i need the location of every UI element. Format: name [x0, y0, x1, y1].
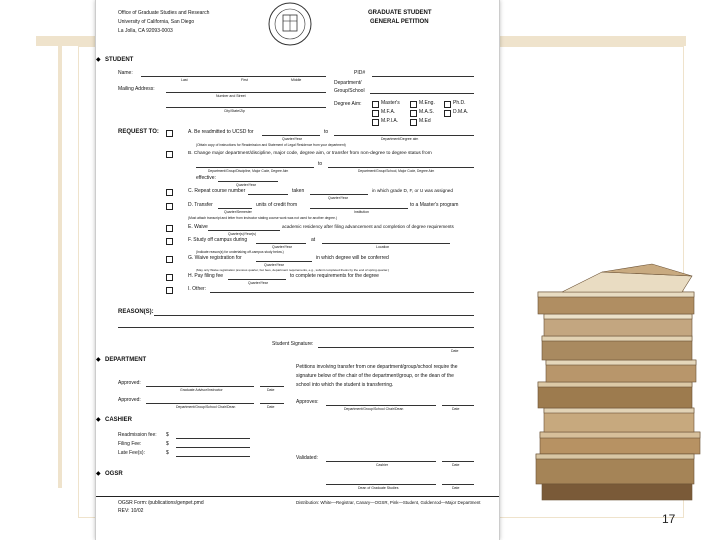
- office-line-2: University of California, San Diego: [118, 19, 195, 25]
- checkbox-mpia[interactable]: [372, 119, 379, 126]
- field-f-location[interactable]: [322, 243, 450, 244]
- degree-masters: Master's: [381, 100, 400, 106]
- checkbox-item-c[interactable]: [166, 189, 173, 196]
- item-e: E. Waive: [188, 224, 208, 230]
- field-e-quarters[interactable]: [208, 230, 280, 231]
- item-b-to: to: [318, 161, 323, 167]
- field-pid[interactable]: [372, 76, 474, 77]
- slide-number: 17: [662, 512, 676, 526]
- degree-dma: D.M.A.: [453, 109, 469, 115]
- section-bullet-icon: ◆: [96, 57, 101, 63]
- office-line-3: La Jolla, CA 92093-0003: [118, 28, 173, 34]
- dollar-2: $: [166, 441, 169, 447]
- checkbox-mas[interactable]: [410, 110, 417, 117]
- item-i: I. Other:: [188, 286, 207, 292]
- reason-label: REASON(S):: [118, 309, 154, 315]
- form-title-2: GENERAL PETITION: [370, 19, 429, 25]
- sub-approves-date: Date: [452, 407, 460, 411]
- field-reason-1[interactable]: [154, 315, 474, 316]
- item-d: D. Transfer: [188, 202, 213, 208]
- field-approved-1-date[interactable]: [260, 386, 284, 387]
- label-pid: PID#: [354, 70, 366, 76]
- section-bullet-icon: ◆: [96, 417, 101, 423]
- footer-rev: REV: 10/02: [118, 508, 144, 514]
- footer-form: OGSR Form:: [118, 500, 148, 506]
- checkbox-meng[interactable]: [410, 101, 417, 108]
- item-f: F. Study off campus during: [188, 237, 248, 243]
- sub-city: City/State/Zip: [224, 109, 246, 113]
- field-name[interactable]: [141, 76, 326, 77]
- item-a-to: to: [324, 129, 329, 135]
- checkbox-item-f[interactable]: [166, 238, 173, 245]
- sub-g: Quarter/Year: [264, 263, 284, 267]
- note-d: (Must attach transcript and letter from instructor stating course work was not used for another degree.): [188, 216, 337, 220]
- label-validated: Validated:: [296, 455, 318, 461]
- sub-f-1: Quarter/Year: [272, 245, 292, 249]
- field-c-course[interactable]: [248, 194, 288, 195]
- item-c: C. Repeat course number: [188, 188, 246, 194]
- sub-approved-2: Department/Group/School Chair/Dean: [176, 405, 236, 409]
- degree-meng: M.Eng.: [419, 100, 435, 106]
- sub-b-1: Department/Group/Discipline, Major Code, Degree Aim: [208, 169, 289, 173]
- item-b-effective: effective:: [196, 175, 216, 181]
- label-late: Late Fee(s):: [118, 450, 145, 456]
- degree-mas: M.A.S.: [419, 109, 435, 115]
- section-bullet-icon: ◆: [96, 471, 101, 477]
- field-a-quarter[interactable]: [262, 135, 320, 136]
- dollar-1: $: [166, 432, 169, 438]
- note-a: (Obtain copy of instructions for Readmission and Statement of Legal Residence from your department): [196, 143, 346, 147]
- dept-note-2: signature below of the chair of the department/group, or the dean of the: [296, 373, 454, 379]
- field-reason-2[interactable]: [118, 327, 474, 328]
- sub-a-2: Department/Degree aim: [381, 137, 419, 141]
- sub-sig-date: Date: [451, 349, 459, 353]
- checkbox-phd[interactable]: [444, 101, 451, 108]
- footer-rule: [96, 496, 499, 497]
- dept-note-1: Petitions involving transfer from one department/group/school require the: [296, 364, 458, 370]
- sub-e: Quarter(s)/Year(s): [228, 232, 257, 236]
- sub-validated-date: Date: [452, 463, 460, 467]
- checkbox-item-i[interactable]: [166, 287, 173, 294]
- item-h-tail: to complete requirements for the degree: [290, 273, 379, 279]
- field-filing-fee[interactable]: [176, 447, 250, 448]
- sub-ogsr-dean: Dean of Graduate Studies: [358, 486, 399, 490]
- degree-med: M.Ed: [419, 118, 431, 124]
- field-i-other[interactable]: [210, 292, 474, 293]
- section-department: DEPARTMENT: [105, 357, 147, 363]
- request-to-label: REQUEST TO:: [118, 129, 159, 135]
- sub-b-eff: Quarter/Year: [236, 183, 256, 187]
- checkbox-med[interactable]: [410, 119, 417, 126]
- dollar-3: $: [166, 450, 169, 456]
- section-cashier: CASHIER: [105, 417, 133, 423]
- field-d-units[interactable]: [218, 208, 252, 209]
- sub-approved-1-date: Date: [267, 388, 275, 392]
- degree-mfa: M.F.A.: [381, 109, 396, 115]
- label-dept-2: Group/School: [334, 88, 365, 94]
- label-degree-aim: Degree Aim:: [334, 101, 362, 107]
- field-h-quarter[interactable]: [228, 279, 286, 280]
- item-h: H. Pay filing fee: [188, 273, 224, 279]
- checkbox-item-g[interactable]: [166, 256, 173, 263]
- label-mailing: Mailing Address:: [118, 86, 155, 92]
- field-mailing[interactable]: [166, 92, 326, 93]
- field-a-dept[interactable]: [334, 135, 474, 136]
- graduate-petition-form: [95, 0, 500, 540]
- field-g-quarter[interactable]: [256, 261, 312, 262]
- field-validated[interactable]: [326, 461, 436, 462]
- sub-approved-1: Graduate Advisor/Instructor: [180, 388, 223, 392]
- field-readmission-fee[interactable]: [176, 438, 250, 439]
- label-filing: Filing Fee:: [118, 441, 142, 447]
- book-stack-image: [532, 262, 702, 502]
- field-approves-date[interactable]: [442, 405, 474, 406]
- checkbox-item-d[interactable]: [166, 203, 173, 210]
- checkbox-item-e[interactable]: [166, 225, 173, 232]
- item-b: B. Change major department/discipline, major code, degree aim, or transfer from non-degree to degree status from: [188, 151, 432, 156]
- item-f-at: at: [311, 237, 316, 243]
- item-g: G. Waive registration for: [188, 255, 242, 261]
- sub-middle: Middle: [291, 78, 302, 82]
- sub-ogsr-date: Date: [452, 486, 460, 490]
- sub-d-1: Quarter/Semester: [224, 210, 252, 214]
- section-bullet-icon: ◆: [96, 357, 101, 363]
- sub-f-2: Location: [376, 245, 390, 249]
- field-b-to[interactable]: [328, 167, 474, 168]
- degree-phd: Ph.D.: [453, 100, 466, 106]
- sub-a-1: Quarter/Year: [282, 137, 302, 141]
- signature-label: Student Signature:: [272, 341, 314, 347]
- field-approves[interactable]: [326, 405, 436, 406]
- item-d-units: units of credit from: [256, 202, 298, 208]
- label-readmission: Readmission fee:: [118, 432, 157, 438]
- sub-b-2: Department/Group/School, Major Code, Degree Aim: [358, 169, 435, 173]
- field-b-effective[interactable]: [218, 181, 278, 182]
- sub-cashier: Cashier: [376, 463, 389, 467]
- field-ogsr-dean[interactable]: [326, 484, 436, 485]
- sub-last: Last: [181, 78, 188, 82]
- field-late-fee[interactable]: [176, 456, 250, 457]
- item-c-tail: in which grade D, F, or U was assigned: [372, 188, 454, 193]
- note-f: (Indicate reason(s) for undertaking off-campus study below.): [196, 250, 284, 254]
- form-title-1: GRADUATE STUDENT: [368, 10, 432, 16]
- sub-c: Quarter/Year: [328, 196, 348, 200]
- degree-mpia: M.P.I.A.: [381, 118, 399, 124]
- sub-approved-2-date: Date: [267, 405, 275, 409]
- item-g-tail: in which degree will be conferred: [316, 255, 389, 261]
- label-approves: Approves:: [296, 399, 319, 405]
- label-approved-1: Approved:: [118, 380, 141, 386]
- label-name: Name:: [118, 70, 133, 76]
- dept-note-3: school into which the student is transferring.: [296, 382, 394, 388]
- item-e-tail: academic residency after filing advancement and completion of degree requirements: [282, 224, 454, 229]
- checkbox-item-a[interactable]: [166, 130, 173, 137]
- field-signature[interactable]: [318, 347, 474, 348]
- item-a: A. Be readmitted to UCSD for: [188, 129, 254, 135]
- field-d-institution[interactable]: [310, 208, 408, 209]
- field-approved-2-date[interactable]: [260, 403, 284, 404]
- footer-distribution: Distribution: White—Registrar, Canary—OGSR, Pink—Student, Goldenrod—Major Department: [296, 500, 481, 505]
- accent-line: [58, 46, 62, 488]
- checkbox-dma[interactable]: [444, 110, 451, 117]
- checkbox-item-h[interactable]: [166, 274, 173, 281]
- field-ogsr-date[interactable]: [442, 484, 474, 485]
- sub-first: First: [241, 78, 248, 82]
- field-b-from[interactable]: [196, 167, 314, 168]
- note-g: (May only Waive registration previous quarter, but fees, department requirements, e.g., submit completed thesis by the end of spring quarter.): [196, 268, 390, 272]
- item-c-taken: taken: [292, 188, 305, 194]
- sub-street: Number and Street: [216, 94, 246, 98]
- item-d-tail: to a Master's program: [410, 202, 459, 208]
- label-approved-2: Approved:: [118, 397, 141, 403]
- field-validated-date[interactable]: [442, 461, 474, 462]
- section-ogsr: OGSR: [105, 471, 123, 477]
- field-approved-1[interactable]: [146, 386, 254, 387]
- checkbox-item-b[interactable]: [166, 151, 173, 158]
- office-line-1: Office of Graduate Studies and Research: [118, 10, 210, 16]
- checkbox-mfa[interactable]: [372, 110, 379, 117]
- section-student: STUDENT: [105, 57, 134, 63]
- sub-d-2: Institution: [354, 210, 369, 214]
- university-seal-icon: [266, 2, 314, 48]
- footer-path: /publications/genpet.pmd: [148, 500, 204, 506]
- field-c-quarter[interactable]: [310, 194, 368, 195]
- field-department[interactable]: [370, 93, 474, 94]
- label-dept-1: Department/: [334, 80, 362, 86]
- sub-h: Quarter/Year: [248, 281, 268, 285]
- field-approved-2[interactable]: [146, 403, 254, 404]
- field-city[interactable]: [166, 107, 326, 108]
- sub-approves: Department/Group/School Chair/Dean: [344, 407, 404, 411]
- field-f-quarter[interactable]: [256, 243, 306, 244]
- checkbox-masters[interactable]: [372, 101, 379, 108]
